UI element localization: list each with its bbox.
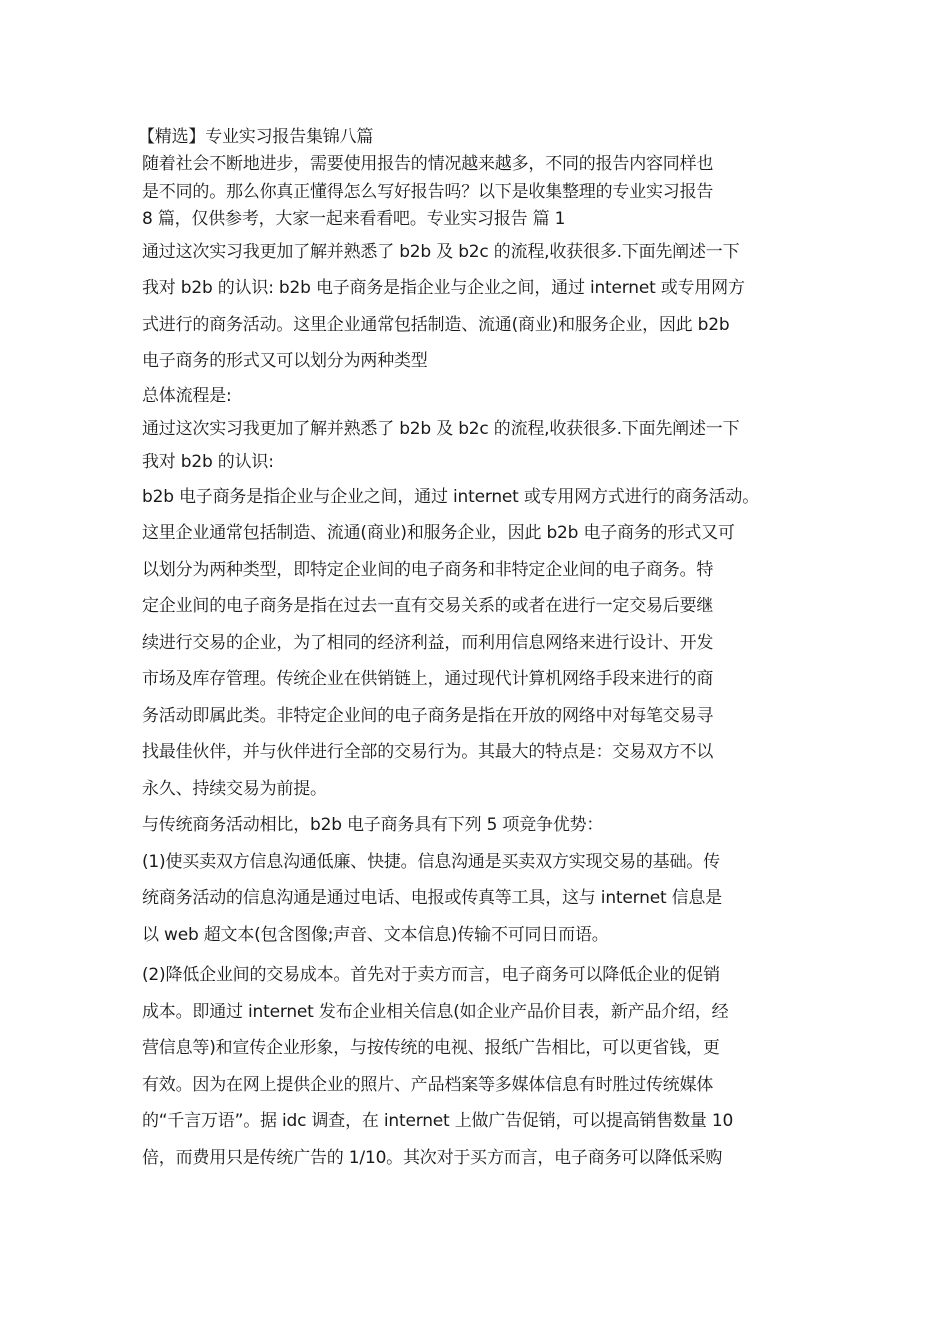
text-line: 营信息等)和宣传企业形象，与按传统的电视、报纸广告相比，可以更省钱，更 — [142, 1038, 720, 1058]
paragraph-1 — [142, 234, 832, 380]
text-line: 这里企业通常包括制造、流通(商业)和服务企业，因此 b2b 电子商务的形式又可 — [142, 523, 735, 543]
text-line: 电子商务的形式又可以划分为两种类型 — [142, 351, 428, 371]
text-line: b2b 电子商务是指企业与企业之间，通过 internet 或专用网方式进行的商务活动。 — [142, 486, 760, 507]
document-body — [138, 124, 832, 1176]
text-line: (1)使买卖双方信息沟通低廉、快捷。信息沟通是买卖双方实现交易的基础。传 — [142, 851, 720, 872]
text-line: 我对 b2b 的认识: b2b 电子商务是指企业与企业之间，通过 internet 或专用网方 — [142, 278, 745, 298]
text-line: 与传统商务活动相比，b2b 电子商务具有下列 5 项竞争优势： — [142, 815, 604, 835]
text-line: 有效。因为在网上提供企业的照片、产品档案等多媒体信息有时胜过传统媒体 — [142, 1074, 714, 1095]
paragraph-5 — [142, 957, 832, 1176]
paragraph-3 — [142, 479, 832, 808]
intro-paragraph — [142, 151, 832, 234]
text-line: 以 web 超文本(包含图像;声音、文本信息)传输不可同日而语。 — [142, 924, 609, 945]
text-line: 是不同的。那么你真正懂得怎么写好报告吗？以下是收集整理的专业实习报告 — [142, 181, 714, 202]
text-line: 永久、持续交易为前提。 — [142, 778, 327, 799]
text-line: 市场及库存管理。传统企业在供销链上，通过现代计算机网络手段来进行的商 — [142, 669, 714, 689]
text-line: 通过这次实习我更加了解并熟悉了 b2b 及 b2c 的流程,收获很多.下面先阐述一下 — [142, 418, 740, 439]
paragraph-4 — [142, 807, 832, 953]
text-line: 定企业间的电子商务是指在过去一直有交易关系的或者在进行一定交易后要继 — [142, 596, 714, 616]
text-line: 以划分为两种类型，即特定企业间的电子商务和非特定企业间的电子商务。特 — [142, 559, 714, 580]
text-line: 成本。即通过 internet 发布企业相关信息(如企业产品价目表，新产品介绍，经 — [142, 1001, 729, 1022]
paragraph-2 — [142, 380, 832, 479]
text-line: 找最佳伙伴，并与伙伴进行全部的交易行为。其最大的特点是：交易双方不以 — [142, 742, 714, 762]
text-line: 续进行交易的企业，为了相同的经济利益，而利用信息网络来进行设计、开发 — [142, 632, 714, 653]
text-line: 总体流程是: — [142, 385, 232, 406]
document-title: 【精选】专业实习报告集锦八篇 — [138, 127, 374, 147]
text-line: 式进行的商务活动。这里企业通常包括制造、流通(商业)和服务企业，因此 b2b — [142, 314, 730, 335]
text-line: 8 篇，仅供参考，大家一起来看看吧。专业实习报告 篇 1 — [142, 209, 566, 229]
text-line: 倍，而费用只是传统广告的 1/10。其次对于买方而言，电子商务可以降低采购 — [142, 1147, 723, 1168]
text-line: (2)降低企业间的交易成本。首先对于卖方而言，电子商务可以降低企业的促销 — [142, 965, 720, 985]
text-line: 统商务活动的信息沟通是通过电话、电报或传真等工具，这与 internet 信息是 — [142, 888, 723, 908]
text-line: 务活动即属此类。非特定企业间的电子商务是指在开放的网络中对每笔交易寻 — [142, 705, 714, 726]
text-line: 我对 b2b 的认识: — [142, 451, 274, 472]
text-line: 通过这次实习我更加了解并熟悉了 b2b 及 b2c 的流程,收获很多.下面先阐述一下 — [142, 241, 740, 262]
text-line: 随着社会不断地进步，需要使用报告的情况越来越多，不同的报告内容同样也 — [142, 154, 714, 174]
text-line: 的“千言万语”。据 idc 调查，在 internet 上做广告促销，可以提高销售数量 10 — [142, 1111, 734, 1131]
